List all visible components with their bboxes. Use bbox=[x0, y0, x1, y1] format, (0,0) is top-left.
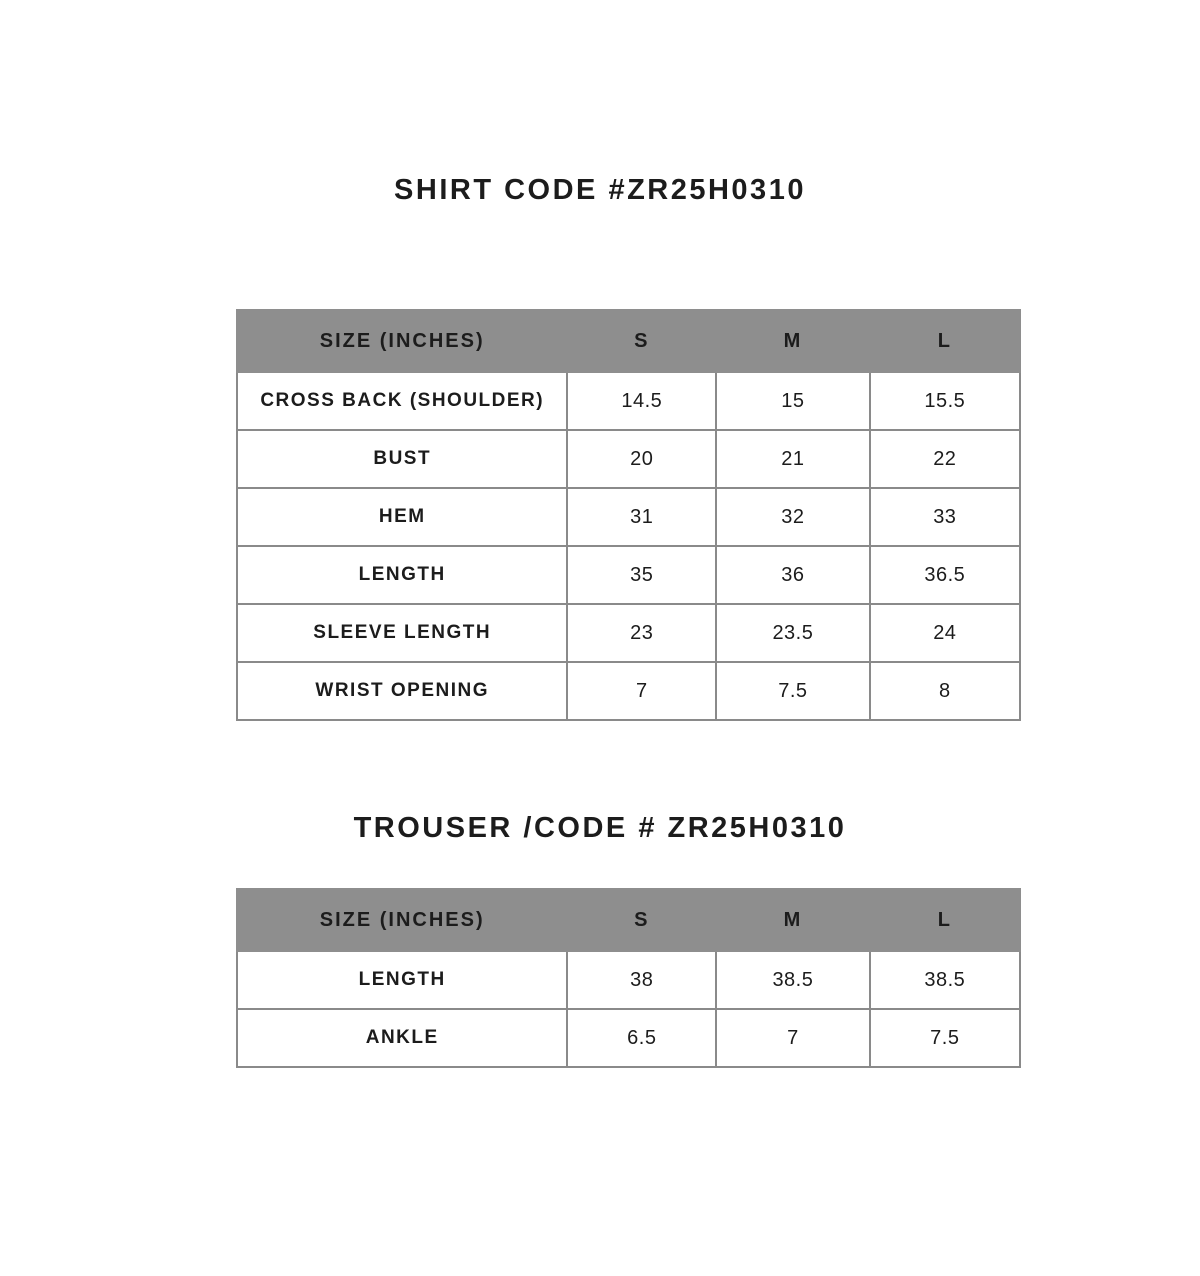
row-label: LENGTH bbox=[237, 546, 567, 604]
table-row bbox=[237, 662, 1020, 720]
column-header-m: M bbox=[716, 889, 869, 951]
size-value-m: 23.5 bbox=[716, 604, 869, 662]
trouser-size-table bbox=[236, 888, 1021, 1068]
row-label: ANKLE bbox=[237, 1009, 567, 1067]
size-value-l: 15.5 bbox=[870, 372, 1020, 430]
column-header-s: S bbox=[567, 310, 716, 372]
size-value-s: 7 bbox=[567, 662, 716, 720]
size-value-s: 20 bbox=[567, 430, 716, 488]
table-row bbox=[237, 546, 1020, 604]
shirt-size-table bbox=[236, 309, 1021, 721]
size-value-m: 32 bbox=[716, 488, 869, 546]
size-value-m: 7.5 bbox=[716, 662, 869, 720]
size-value-s: 35 bbox=[567, 546, 716, 604]
shirt-size-title: SHIRT CODE #ZR25H0310 bbox=[394, 174, 806, 206]
size-value-s: 14.5 bbox=[567, 372, 716, 430]
row-label: CROSS BACK (SHOULDER) bbox=[237, 372, 567, 430]
size-value-l: 38.5 bbox=[870, 951, 1020, 1009]
trouser-table-header-row bbox=[237, 889, 1020, 951]
column-header-m: M bbox=[716, 310, 869, 372]
size-value-l: 22 bbox=[870, 430, 1020, 488]
size-value-m: 7 bbox=[716, 1009, 869, 1067]
size-value-l: 24 bbox=[870, 604, 1020, 662]
size-value-l: 7.5 bbox=[870, 1009, 1020, 1067]
column-header-l: L bbox=[870, 310, 1020, 372]
table-row bbox=[237, 372, 1020, 430]
size-value-l: 36.5 bbox=[870, 546, 1020, 604]
size-value-s: 6.5 bbox=[567, 1009, 716, 1067]
trouser-size-title: TROUSER /CODE # ZR25H0310 bbox=[353, 812, 847, 844]
column-header-size-inches: SIZE (INCHES) bbox=[237, 310, 567, 372]
size-value-s: 23 bbox=[567, 604, 716, 662]
column-header-l: L bbox=[870, 889, 1020, 951]
table-row bbox=[237, 604, 1020, 662]
size-value-s: 31 bbox=[567, 488, 716, 546]
size-value-l: 8 bbox=[870, 662, 1020, 720]
row-label: HEM bbox=[237, 488, 567, 546]
size-value-m: 38.5 bbox=[716, 951, 869, 1009]
row-label: BUST bbox=[237, 430, 567, 488]
table-row bbox=[237, 488, 1020, 546]
row-label: LENGTH bbox=[237, 951, 567, 1009]
table-row bbox=[237, 951, 1020, 1009]
row-label: WRIST OPENING bbox=[237, 662, 567, 720]
column-header-s: S bbox=[567, 889, 716, 951]
table-row bbox=[237, 430, 1020, 488]
size-value-m: 15 bbox=[716, 372, 869, 430]
size-value-s: 38 bbox=[567, 951, 716, 1009]
shirt-table-header-row bbox=[237, 310, 1020, 372]
size-value-m: 21 bbox=[716, 430, 869, 488]
column-header-size-inches: SIZE (INCHES) bbox=[237, 889, 567, 951]
row-label: SLEEVE LENGTH bbox=[237, 604, 567, 662]
table-row bbox=[237, 1009, 1020, 1067]
size-value-l: 33 bbox=[870, 488, 1020, 546]
size-value-m: 36 bbox=[716, 546, 869, 604]
